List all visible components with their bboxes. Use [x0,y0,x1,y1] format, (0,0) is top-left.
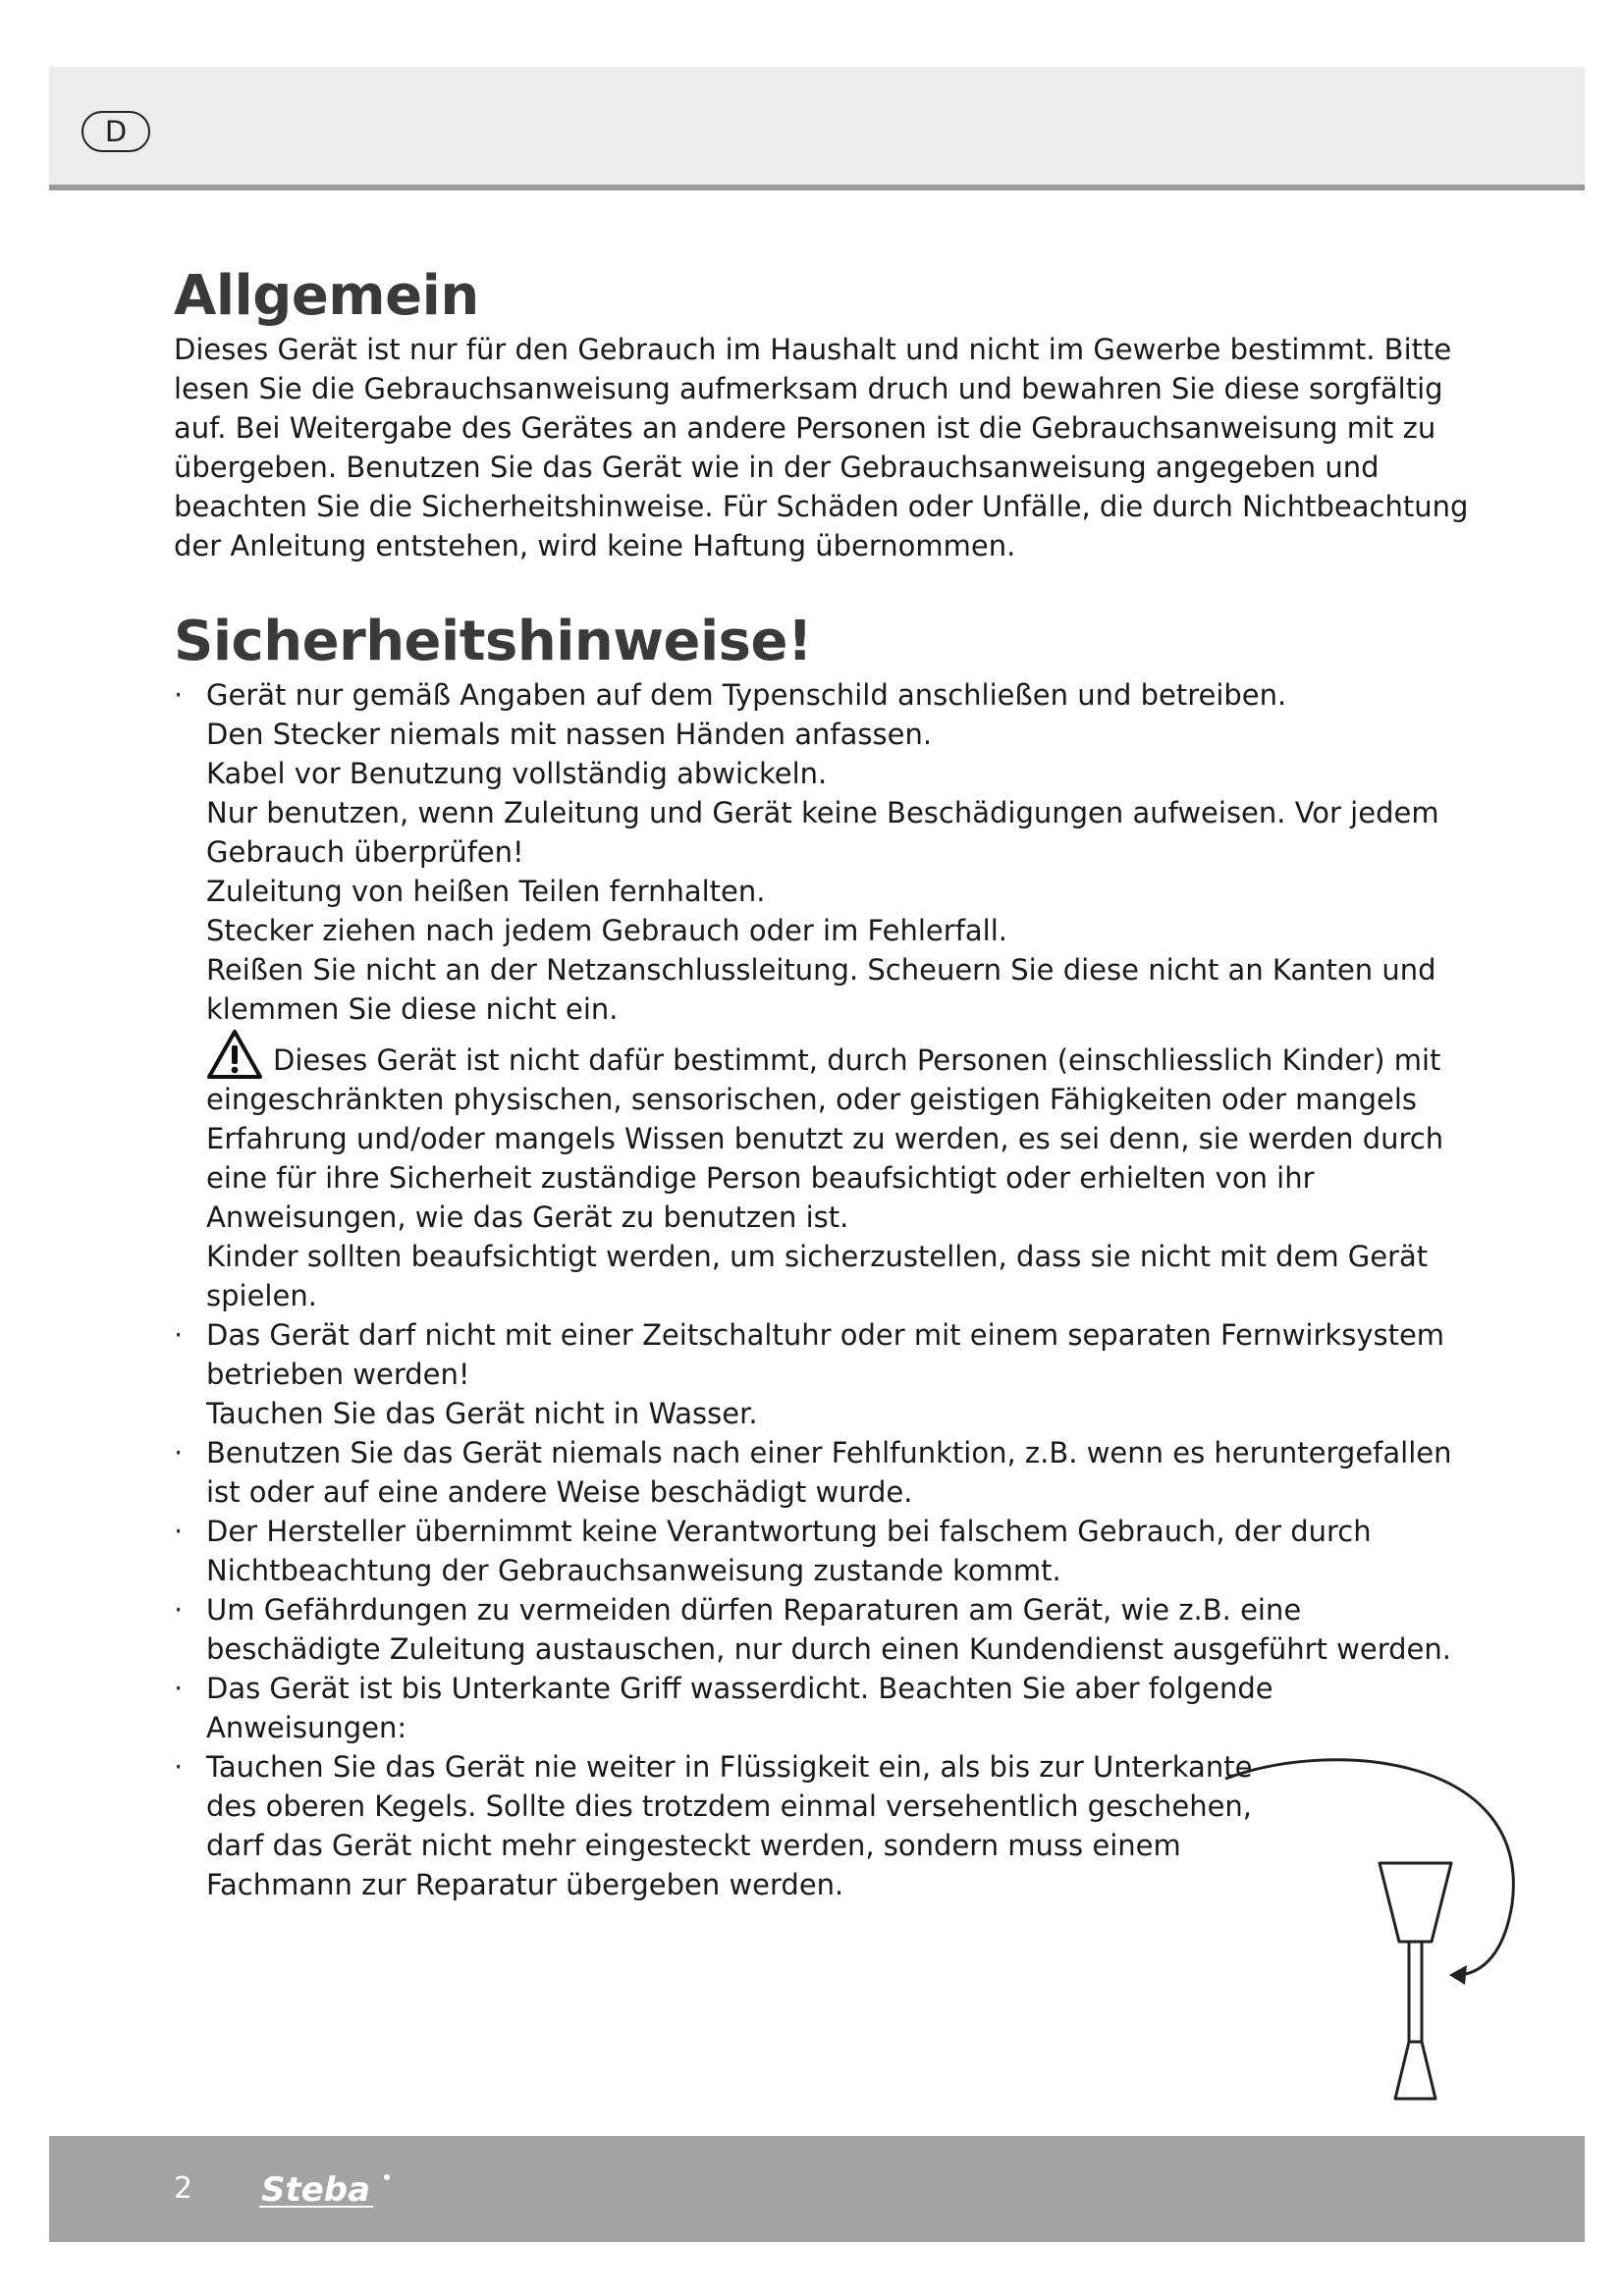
list-item: Nur benutzen, wenn Zuleitung und Gerät keine Beschädigungen aufweisen. Vor jedem Gebrauch überprüfen! [206,796,1439,869]
bullet: · [174,1515,184,1548]
bullet: · [174,1672,184,1705]
list-item: · Benutzen Sie das Gerät niemals nach einer Fehlfunktion, z.B. wenn es heruntergefallen ist oder auf eine andere Weise beschädigt wurde. [174,1433,1480,1512]
list-item: Den Stecker niemals mit nassen Händen anfassen. [206,718,933,751]
page-number: 2 [174,2171,193,2206]
footer-bar [49,2136,1585,2242]
bullet: · [174,1593,184,1627]
section-title-general: Allgemein [174,264,479,328]
list-item: Tauchen Sie das Gerät nicht in Wasser. [206,1397,758,1430]
list-item: · Das Gerät ist bis Unterkante Griff wasserdicht. Beachten Sie aber folgende Anweisungen: [174,1669,1480,1747]
header-bar [49,67,1585,190]
list-item: Reißen Sie nicht an der Netzanschlussleitung. Scheuern Sie diese nicht an Kanten und klemmen Sie diese nicht ein. [206,953,1436,1026]
steba-logo-icon [257,2160,424,2222]
list-item: · Der Hersteller übernimmt keine Verantwortung bei falschem Gebrauch, der durch Nichtbeachtung der Gebrauchsanweisung zustande kommt. [174,1512,1480,1590]
list-item: Kinder sollten beaufsichtigt werden, um sicherzustellen, dass sie nicht mit dem Gerät spielen. [206,1240,1429,1312]
section-gap [174,565,1489,609]
list-item: · Um Gefährdungen zu vermeiden dürfen Reparaturen am Gerät, wie z.B. eine beschädigte Zuleitung austauschen, nur durch einen Kundendienst ausgeführt werden. [174,1590,1480,1669]
list-item: · Das Gerät darf nicht mit einer Zeitschaltuhr oder mit einem separaten Fernwirksystem betrieben werden! [174,1315,1480,1394]
list-item: Zuleitung von heißen Teilen fernhalten. [206,875,766,908]
bullet: · [174,678,184,712]
list-item: · Tauchen Sie das Gerät nie weiter in Flüssigkeit ein, als bis zur Unterkante des oberen Kegels. Sollte dies trotzdem einmal versehentlich geschehen, darf das Gerät nicht mehr eingesteckt werden, sondern muss einem Fachmann zur Reparatur übergeben werden. [174,1747,1257,1904]
general-paragraph: Dieses Gerät ist nur für den Gebrauch im Haushalt und nicht im Gewerbe bestimmt. Bitte lesen Sie die Gebrauchsanweisung aufmerksam druch und bewahren Sie diese sorgfältig auf. Bei Weitergabe des Gerätes an andere Personen ist die Gebrauchsanweisung mit zu übergeben. Benutzen Sie das Gerät wie in der Gebrauchsanweisung angegeben und beachten Sie die Sicherheitshinweise. Für Schäden oder Unfälle, die durch Nichtbeachtung der Anleitung entstehen, wird keine Haftung übernommen. [174,333,1469,562]
brand-wordmark: Steba [261,2170,371,2210]
bullet: · [174,1436,184,1469]
list-item: Stecker ziehen nach jedem Gebrauch oder im Fehlerfall. [206,914,1008,947]
list-item: Kabel vor Benutzung vollständig abwickeln. [206,757,828,790]
safety-list [174,675,1480,1904]
hand-blender-immersion-diagram [1218,1747,1542,2120]
main-content [174,263,1489,1904]
bullet: · [174,1750,184,1784]
section-title-safety: Sicherheitshinweise! [174,610,813,673]
list-item: Dieses Gerät ist nicht dafür bestimmt, durch Personen (einschliesslich Kinder) mit eingeschränkten physischen, sensorischen, oder geistigen Fähigkeiten oder mangels Erfahrung und/oder mangels Wissen benutzt zu werden, es sei denn, sie werden durch eine für ihre Sicherheit zuständige Person beaufsichtigt oder erhielten von ihr Anweisungen, wie das Gerät zu benutzen ist. [174,1029,1480,1237]
bullet: · [174,1318,184,1352]
language-badge: D [81,111,150,152]
list-item: · Gerät nur gemäß Angaben auf dem Typenschild anschließen und betreiben. [174,675,1480,715]
warning-triangle-icon [206,1029,263,1080]
